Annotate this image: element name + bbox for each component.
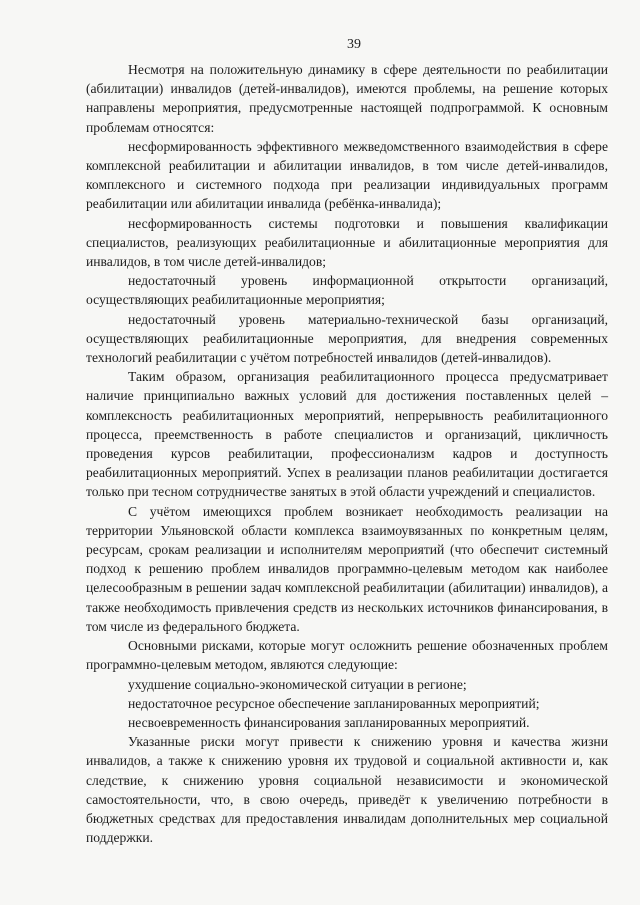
paragraph-problem-1: несформированность эффективного межведомственного взаимодействия в сфере комплексной реабилитации и абилитации инвалидов, в том числе детей-инвалидов, комплексного и системного подхода при реализации индивидуальных программ реабилитации или абилитации инвалида (ребёнка-инвалида); bbox=[86, 138, 608, 212]
paragraph-necessity: С учётом имеющихся проблем возникает необходимость реализации на территории Ульяновской области комплекса взаимоувязанных по конкретным целям, ресурсам, срокам реализации и исполнителям мероприятий (что обеспечит системный подход к решению проблем инвалидов программно-целевым методом как наиболее целесообразным в решении задач комплексной реабилитации (абилитации) инвалидов), а также необходимость привлечения средств из нескольких источников финансирования, в том числе из федерального бюджета. bbox=[86, 503, 608, 634]
paragraph-problem-4: недостаточный уровень материально-технической базы организаций, осуществляющих реабилитационные мероприятия, для внедрения современных технологий реабилитации с учётом потребностей инвалидов (детей-инвалидов). bbox=[86, 311, 608, 366]
paragraph-problem-3: недостаточный уровень информационной открытости организаций, осуществляющих реабилитационные мероприятия; bbox=[86, 273, 608, 308]
paragraph-risk-consequences: Указанные риски могут привести к снижению уровня и качества жизни инвалидов, а также к снижению уровня их трудовой и социальной активности и, как следствие, к снижению уровня социальной независимости и экономической самостоятельности, что, в свою очередь, приведёт к увеличению потребности в бюджетных средствах для предоставления инвалидам дополнительных мер социальной поддержки. bbox=[86, 734, 608, 846]
paragraph-intro: Несмотря на положительную динамику в сфере деятельности по реабилитации (абилитации) инвалидов (детей-инвалидов), имеются проблемы, на решение которых направлены мероприятия, предусмотренные настоящей подпрограммой. К основным проблемам относятся: bbox=[86, 62, 608, 135]
paragraph-risk-1: ухудшение социально-экономической ситуации в регионе; bbox=[128, 676, 467, 692]
paragraph-risk-2: недостаточное ресурсное обеспечение запланированных мероприятий; bbox=[128, 695, 540, 711]
page-number: 39 bbox=[347, 37, 361, 52]
paragraph-risks-intro: Основными рисками, которые могут осложнить решение обозначенных проблем программно-целевым методом, являются следующие: bbox=[86, 638, 608, 673]
paragraph-conclusion: Таким образом, организация реабилитационного процесса предусматривает наличие принципиально важных условий для достижения поставленных целей – комплексность реабилитационных мероприятий, непрерывность реабилитационного процесса, преемственность в работе специалистов и организаций, цикличность проведения курсов реабилитации, профессионализм кадров и доступность реабилитационных мероприятий. Успех в реализации планов реабилитации достигается только при тесном сотрудничестве занятых в этой области учреждений и специалистов. bbox=[86, 369, 608, 500]
paragraph-risk-3: несвоевременность финансирования запланированных мероприятий. bbox=[128, 714, 530, 730]
paragraph-problem-2: несформированность системы подготовки и повышения квалификации специалистов, реализующих реабилитационные и абилитационные мероприятия для инвалидов, в том числе детей-инвалидов; bbox=[86, 215, 608, 270]
